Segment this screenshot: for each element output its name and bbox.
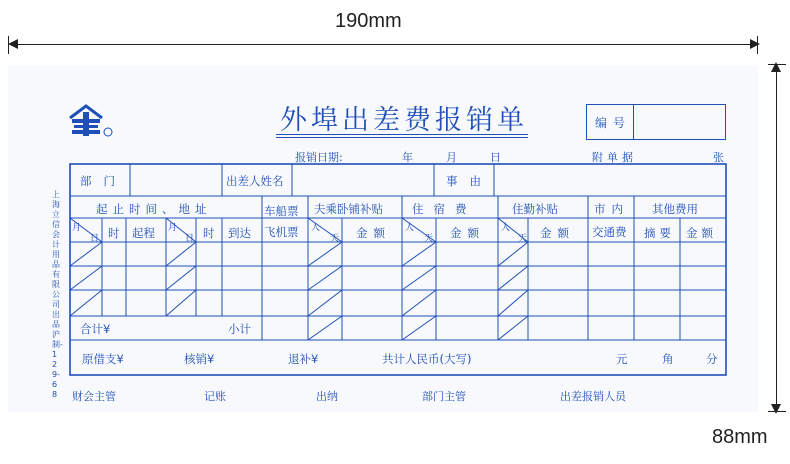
sub-time-1: 时 — [108, 226, 120, 240]
sub-day-2: 日 — [185, 234, 195, 244]
sub-person-2: 人 — [405, 223, 415, 233]
plane-header: 飞机票 — [264, 225, 299, 239]
reason-label: 事由 — [446, 174, 493, 188]
sub-start: 起程 — [132, 226, 155, 240]
sheets-label: 张 — [713, 151, 724, 164]
dept-label: 部门 — [80, 174, 127, 188]
transport-header: 交通费 — [592, 225, 627, 239]
refund-label: 退补¥ — [288, 352, 319, 366]
date-month: 月 — [446, 151, 457, 164]
rmb-label: 共计人民币(大写) — [382, 352, 472, 366]
sub-person-3: 人 — [501, 223, 511, 233]
yuan-label: 元 — [616, 352, 628, 366]
diligence-header: 住勤补贴 — [512, 202, 558, 216]
sub-amount-4: 金额 — [686, 226, 717, 240]
fen-label: 分 — [706, 352, 718, 366]
total-label: 合计¥ — [80, 322, 111, 336]
signature-traveler: 出差报销人员 — [560, 390, 626, 403]
city-header: 市内 — [594, 202, 629, 216]
date-year: 年 — [402, 151, 413, 164]
sub-time-2: 时 — [203, 226, 215, 240]
width-dimension-label: 190mm — [335, 10, 402, 32]
trip-header: 起止时间、地址 — [96, 202, 212, 216]
signature-bookkeeper: 记账 — [204, 390, 226, 403]
date-label: 报销日期: — [295, 151, 343, 164]
sub-person-1: 人 — [311, 223, 321, 233]
number-label: 编号 — [595, 116, 632, 130]
sub-amount-1: 金额 — [356, 226, 391, 240]
sub-arrive: 到达 — [228, 226, 251, 240]
signature-dept-head: 部门主管 — [422, 390, 466, 403]
allowance-header: 夫乘卧铺补贴 — [314, 202, 383, 216]
attach-label: 附单据 — [592, 151, 637, 164]
signature-finance-head: 财会主管 — [72, 390, 116, 403]
sub-day-1: 日 — [90, 234, 100, 244]
lodging-header: 住宿费 — [412, 202, 477, 216]
sub-month-2: 月 — [168, 223, 178, 233]
sub-amount-2: 金额 — [450, 226, 485, 240]
side-printer-text: 上海立信会计用品有限公司出品 沪制-129-68 — [52, 190, 63, 399]
sub-days-2: 天 — [424, 234, 434, 244]
ship-header: 车船票 — [264, 204, 299, 218]
sub-amount-3: 金额 — [540, 226, 575, 240]
approved-label: 核销¥ — [184, 352, 215, 366]
height-dimension-label: 88mm — [712, 426, 768, 448]
sub-days-3: 天 — [518, 234, 528, 244]
other-header: 其他费用 — [652, 202, 698, 216]
jiao-label: 角 — [662, 352, 674, 366]
signature-cashier: 出纳 — [316, 390, 338, 403]
traveler-label: 出差人姓名 — [226, 174, 284, 188]
sub-summary: 摘要 — [644, 226, 675, 240]
advance-label: 原借支¥ — [82, 352, 124, 366]
sub-month-1: 月 — [72, 223, 82, 233]
date-day: 日 — [490, 151, 501, 164]
subtotal-label: 小计 — [228, 322, 251, 336]
sub-days-1: 天 — [330, 234, 340, 244]
form-title: 外埠出差费报销单 — [280, 105, 528, 136]
